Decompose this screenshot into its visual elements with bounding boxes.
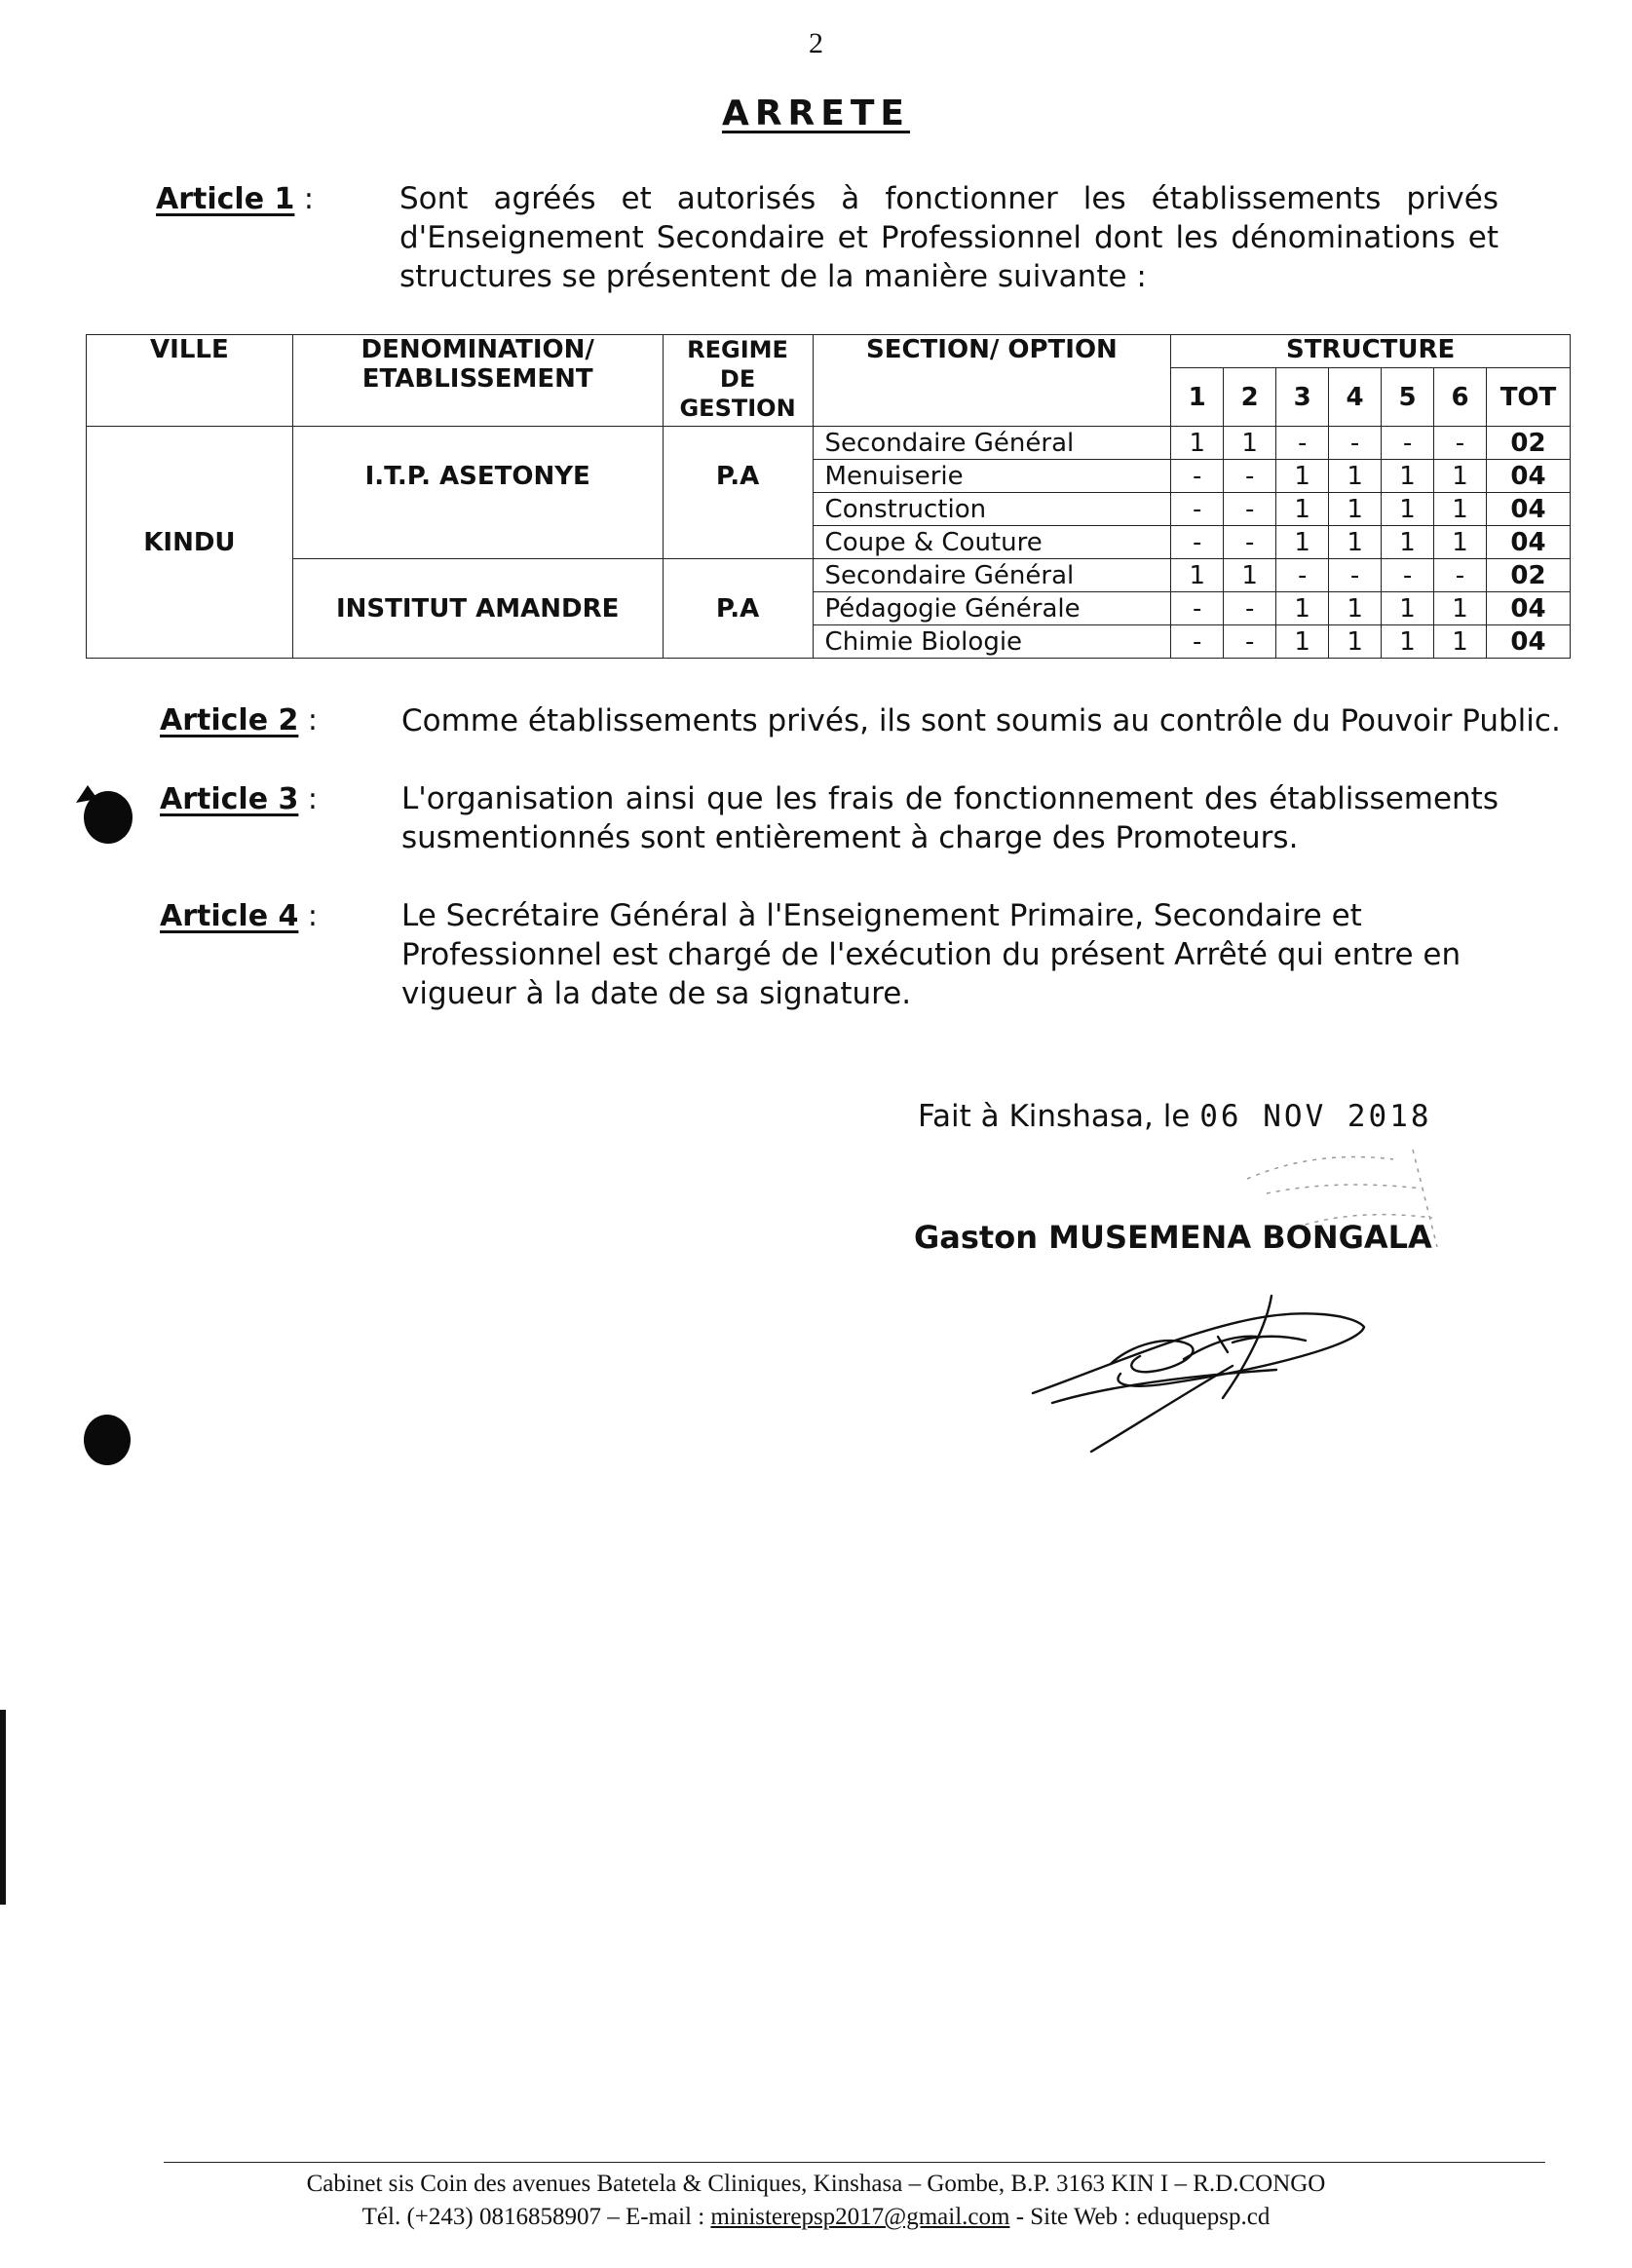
level-cell: 1: [1224, 559, 1276, 592]
level-cell: 1: [1276, 493, 1329, 526]
table-row: [87, 559, 1571, 592]
establishment-name: INSTITUT AMANDRE: [292, 559, 663, 659]
level-cell: 1: [1434, 493, 1487, 526]
establishment-name: I.T.P. ASETONYE: [292, 427, 663, 559]
total-cell: 02: [1486, 559, 1570, 592]
signature-date: 06 NOV 2018: [1199, 1099, 1432, 1134]
level-cell: 1: [1329, 592, 1382, 625]
punch-hole-mark: [72, 781, 101, 811]
total-cell: 02: [1486, 427, 1570, 460]
option-name: Secondaire Général: [813, 427, 1171, 460]
option-name: Pédagogie Générale: [813, 592, 1171, 625]
level-cell: -: [1329, 559, 1382, 592]
article-1-text: Sont agréés et autorisés à fonctionner les établissements privés d'Enseignement Secondaire et Professionnel dont les dénominations et structures se présentent de la manière suivante :: [399, 181, 1499, 294]
header-level-5: 5: [1382, 368, 1434, 427]
level-cell: -: [1171, 493, 1224, 526]
level-cell: -: [1171, 625, 1224, 659]
level-cell: 1: [1329, 625, 1382, 659]
level-cell: 1: [1434, 526, 1487, 559]
option-name: Menuiserie: [813, 460, 1171, 493]
level-cell: 1: [1382, 592, 1434, 625]
signature: [1023, 1276, 1393, 1461]
level-cell: -: [1171, 460, 1224, 493]
header-level-4: 4: [1329, 368, 1382, 427]
establishment-regime: P.A: [663, 559, 813, 659]
place-and-date: Fait à Kinshasa, le 06 NOV 2018: [918, 1099, 1432, 1134]
structure-table: [86, 334, 1571, 659]
level-cell: 1: [1329, 460, 1382, 493]
level-cell: 1: [1382, 625, 1434, 659]
level-cell: 1: [1434, 625, 1487, 659]
level-cell: 1: [1276, 460, 1329, 493]
level-cell: 1: [1382, 493, 1434, 526]
article-2-text: Comme établissements privés, ils sont soumis au contrôle du Pouvoir Public.: [401, 703, 1561, 738]
header-structure: STRUCTURE: [1171, 335, 1571, 368]
level-cell: 1: [1329, 526, 1382, 559]
header-level-1: 1: [1171, 368, 1224, 427]
total-cell: 04: [1486, 493, 1570, 526]
footer-divider: [164, 2162, 1545, 2163]
level-cell: 1: [1276, 625, 1329, 659]
level-cell: -: [1224, 592, 1276, 625]
total-cell: 04: [1486, 526, 1570, 559]
option-name: Secondaire Général: [813, 559, 1171, 592]
level-cell: -: [1329, 427, 1382, 460]
header-level-3: 3: [1276, 368, 1329, 427]
document-title: ARRETE: [721, 94, 911, 133]
level-cell: -: [1224, 526, 1276, 559]
level-cell: -: [1382, 559, 1434, 592]
level-cell: 1: [1276, 592, 1329, 625]
article-4-text: Le Secrétaire Général à l'Enseignement Primaire, Secondaire et Professionnel est chargé de l'exécution du présent Arrêté qui entre en vigueur à la date de sa signature.: [401, 898, 1461, 1011]
level-cell: -: [1224, 493, 1276, 526]
level-cell: 1: [1329, 493, 1382, 526]
footer-address: Cabinet sis Coin des avenues Batetela & Cliniques, Kinshasa – Gombe, B.P. 3163 KIN I – R.D.CONGO: [306, 2171, 1326, 2197]
header-regime: REGIME DE GESTION: [663, 335, 813, 427]
option-name: Chimie Biologie: [813, 625, 1171, 659]
header-ville: VILLE: [87, 335, 293, 427]
level-cell: 1: [1224, 427, 1276, 460]
punch-hole-mark: [84, 1415, 131, 1465]
ville-cell: KINDU: [87, 427, 293, 659]
option-name: Construction: [813, 493, 1171, 526]
article-2-label: Article 2 :: [160, 703, 319, 737]
header-denomination: DENOMINATION/ ETABLISSEMENT: [292, 335, 663, 427]
level-cell: -: [1171, 592, 1224, 625]
establishment-regime: P.A: [663, 427, 813, 559]
article-3-label: Article 3 :: [160, 782, 319, 816]
scan-edge-mark: [0, 1710, 6, 1905]
level-cell: -: [1434, 559, 1487, 592]
total-cell: 04: [1486, 460, 1570, 493]
level-cell: 1: [1434, 460, 1487, 493]
level-cell: -: [1224, 460, 1276, 493]
level-cell: -: [1276, 427, 1329, 460]
signatory-name: Gaston MUSEMENA BONGALA: [914, 1219, 1432, 1256]
level-cell: -: [1224, 625, 1276, 659]
header-total: TOT: [1486, 368, 1570, 427]
page-number: 2: [809, 27, 823, 59]
header-section: SECTION/ OPTION: [813, 335, 1171, 427]
level-cell: 1: [1382, 526, 1434, 559]
level-cell: 1: [1171, 559, 1224, 592]
level-cell: 1: [1276, 526, 1329, 559]
article-4-label: Article 4 :: [160, 899, 319, 933]
header-level-2: 2: [1224, 368, 1276, 427]
article-1-label: Article 1 :: [156, 182, 315, 216]
option-name: Coupe & Couture: [813, 526, 1171, 559]
level-cell: -: [1382, 427, 1434, 460]
level-cell: 1: [1382, 460, 1434, 493]
level-cell: -: [1276, 559, 1329, 592]
article-3-text: L'organisation ainsi que les frais de fonctionnement des établissements susmentionnés sont entièrement à charge des Promoteurs.: [401, 781, 1499, 855]
total-cell: 04: [1486, 625, 1570, 659]
footer-contact: Tél. (+243) 0816858907 – E-mail : ministerepsp2017@gmail.com - Site Web : eduquepsp.cd: [361, 2204, 1271, 2230]
footer-email-link[interactable]: ministerepsp2017@gmail.com: [710, 2204, 1010, 2230]
table-row: [87, 427, 1571, 460]
header-level-6: 6: [1434, 368, 1487, 427]
level-cell: -: [1171, 526, 1224, 559]
level-cell: 1: [1171, 427, 1224, 460]
level-cell: -: [1434, 427, 1487, 460]
level-cell: 1: [1434, 592, 1487, 625]
total-cell: 04: [1486, 592, 1570, 625]
